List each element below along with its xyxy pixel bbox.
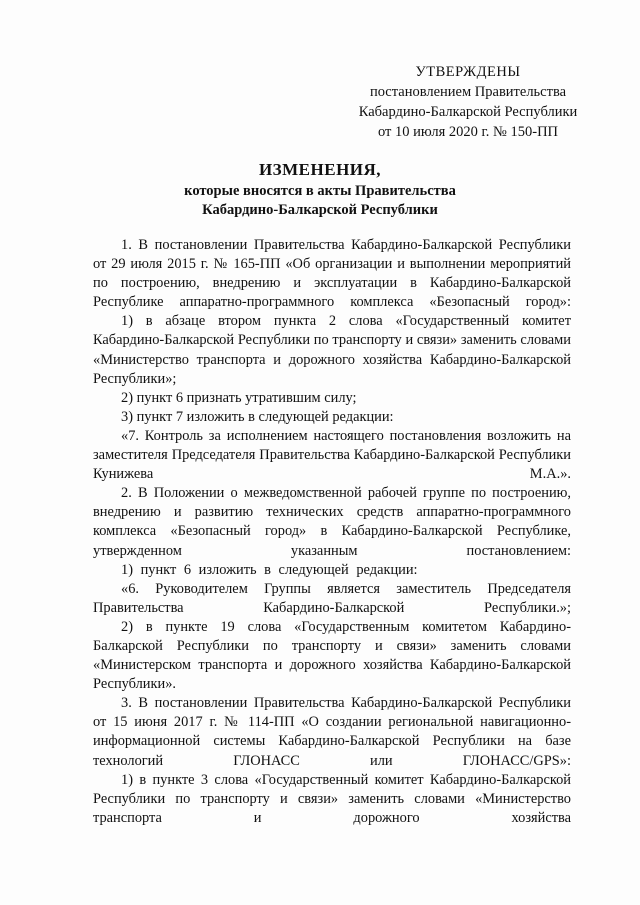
heading-line-2: Кабардино-Балкарской Республики (202, 202, 438, 218)
paragraph-1-item-1: 1) в абзаце втором пункта 2 слова «Государственный комитет Кабардино-Балкарской Республики по транспорту и связи» заменить словами «Министерство транспорта и дорожного хозяйства Кабардино-Балкарской Республики»; (93, 313, 571, 387)
paragraph-1: 1. В постановлении Правительства Кабардино-Балкарской Республики от 29 июля 2015 г. № 165-ПП «Об организации и выполнении мероприятий по построению, внедрению и эксплуатации в Кабардино-Балкарской Республике аппаратно-программного комплекса «Безопасный город»: (93, 237, 571, 311)
heading-title: ИЗМЕНЕНИЯ, (258, 160, 382, 179)
paragraph-1-item-3: 3) пункт 7 изложить в следующей редакции: (121, 408, 394, 425)
paragraph-1-item-3-text: «7. Контроль за исполнением настоящего постановления возложить на заместителя Председателя Правительства Кабардино-Балкарской Республики Кунижева М.А.». (93, 427, 571, 483)
document-body (93, 236, 571, 828)
paragraph-2-item-1-text: «6. Руководителем Группы является заместитель Председателя Правительства Кабардино-Балкарской Республики.»; (93, 580, 571, 616)
paragraph-2: 2. В Положении о межведомственной рабочей группе по построению, внедрению и развитию технических средств аппаратно-программного комплекса «Безопасный город» в Кабардино-Балкарской Республике, утвержденном указанным постановлением: (93, 485, 571, 559)
paragraph-1-item-2: 2) пункт 6 признать утратившим силу; (121, 389, 357, 406)
paragraph-2-item-2: 2) в пункте 19 слова «Государственным комитетом Кабардино-Балкарской Республики по транспорту и связи» заменить словами «Министерском транспорта и дорожного хозяйства Кабардино-Балкарской Республики». (93, 618, 571, 693)
paragraph-3: 3. В постановлении Правительства Кабардино-Балкарской Республики от 15 июня 2017 г. № 114-ПП «О создании региональной навигационно-информационной системы Кабардино-Балкарской Республики на базе технологий ГЛОНАСС или ГЛОНАСС/GPS»: (93, 695, 571, 769)
document-heading (150, 158, 490, 220)
approval-line-1: постановлением Правительства (369, 84, 567, 100)
approval-line-2: Кабардино-Балкарской Республики (358, 104, 578, 120)
heading-line-1: которые вносятся в акты Правительства (184, 183, 456, 199)
approval-stamp (318, 62, 618, 142)
paragraph-3-item-1: 1) в пункте 3 слова «Государственный комитет Кабардино-Балкарской Республики по транспорту и связи» заменить словами «Министерство транспорта и дорожного хозяйства (93, 771, 571, 826)
approval-line-3: от 10 июля 2020 г. № 150-ПП (377, 124, 559, 140)
approval-title: УТВЕРЖДЕНЫ (415, 64, 521, 80)
paragraph-2-item-1: 1) пункт 6 изложить в следующей редакции: (121, 561, 418, 578)
